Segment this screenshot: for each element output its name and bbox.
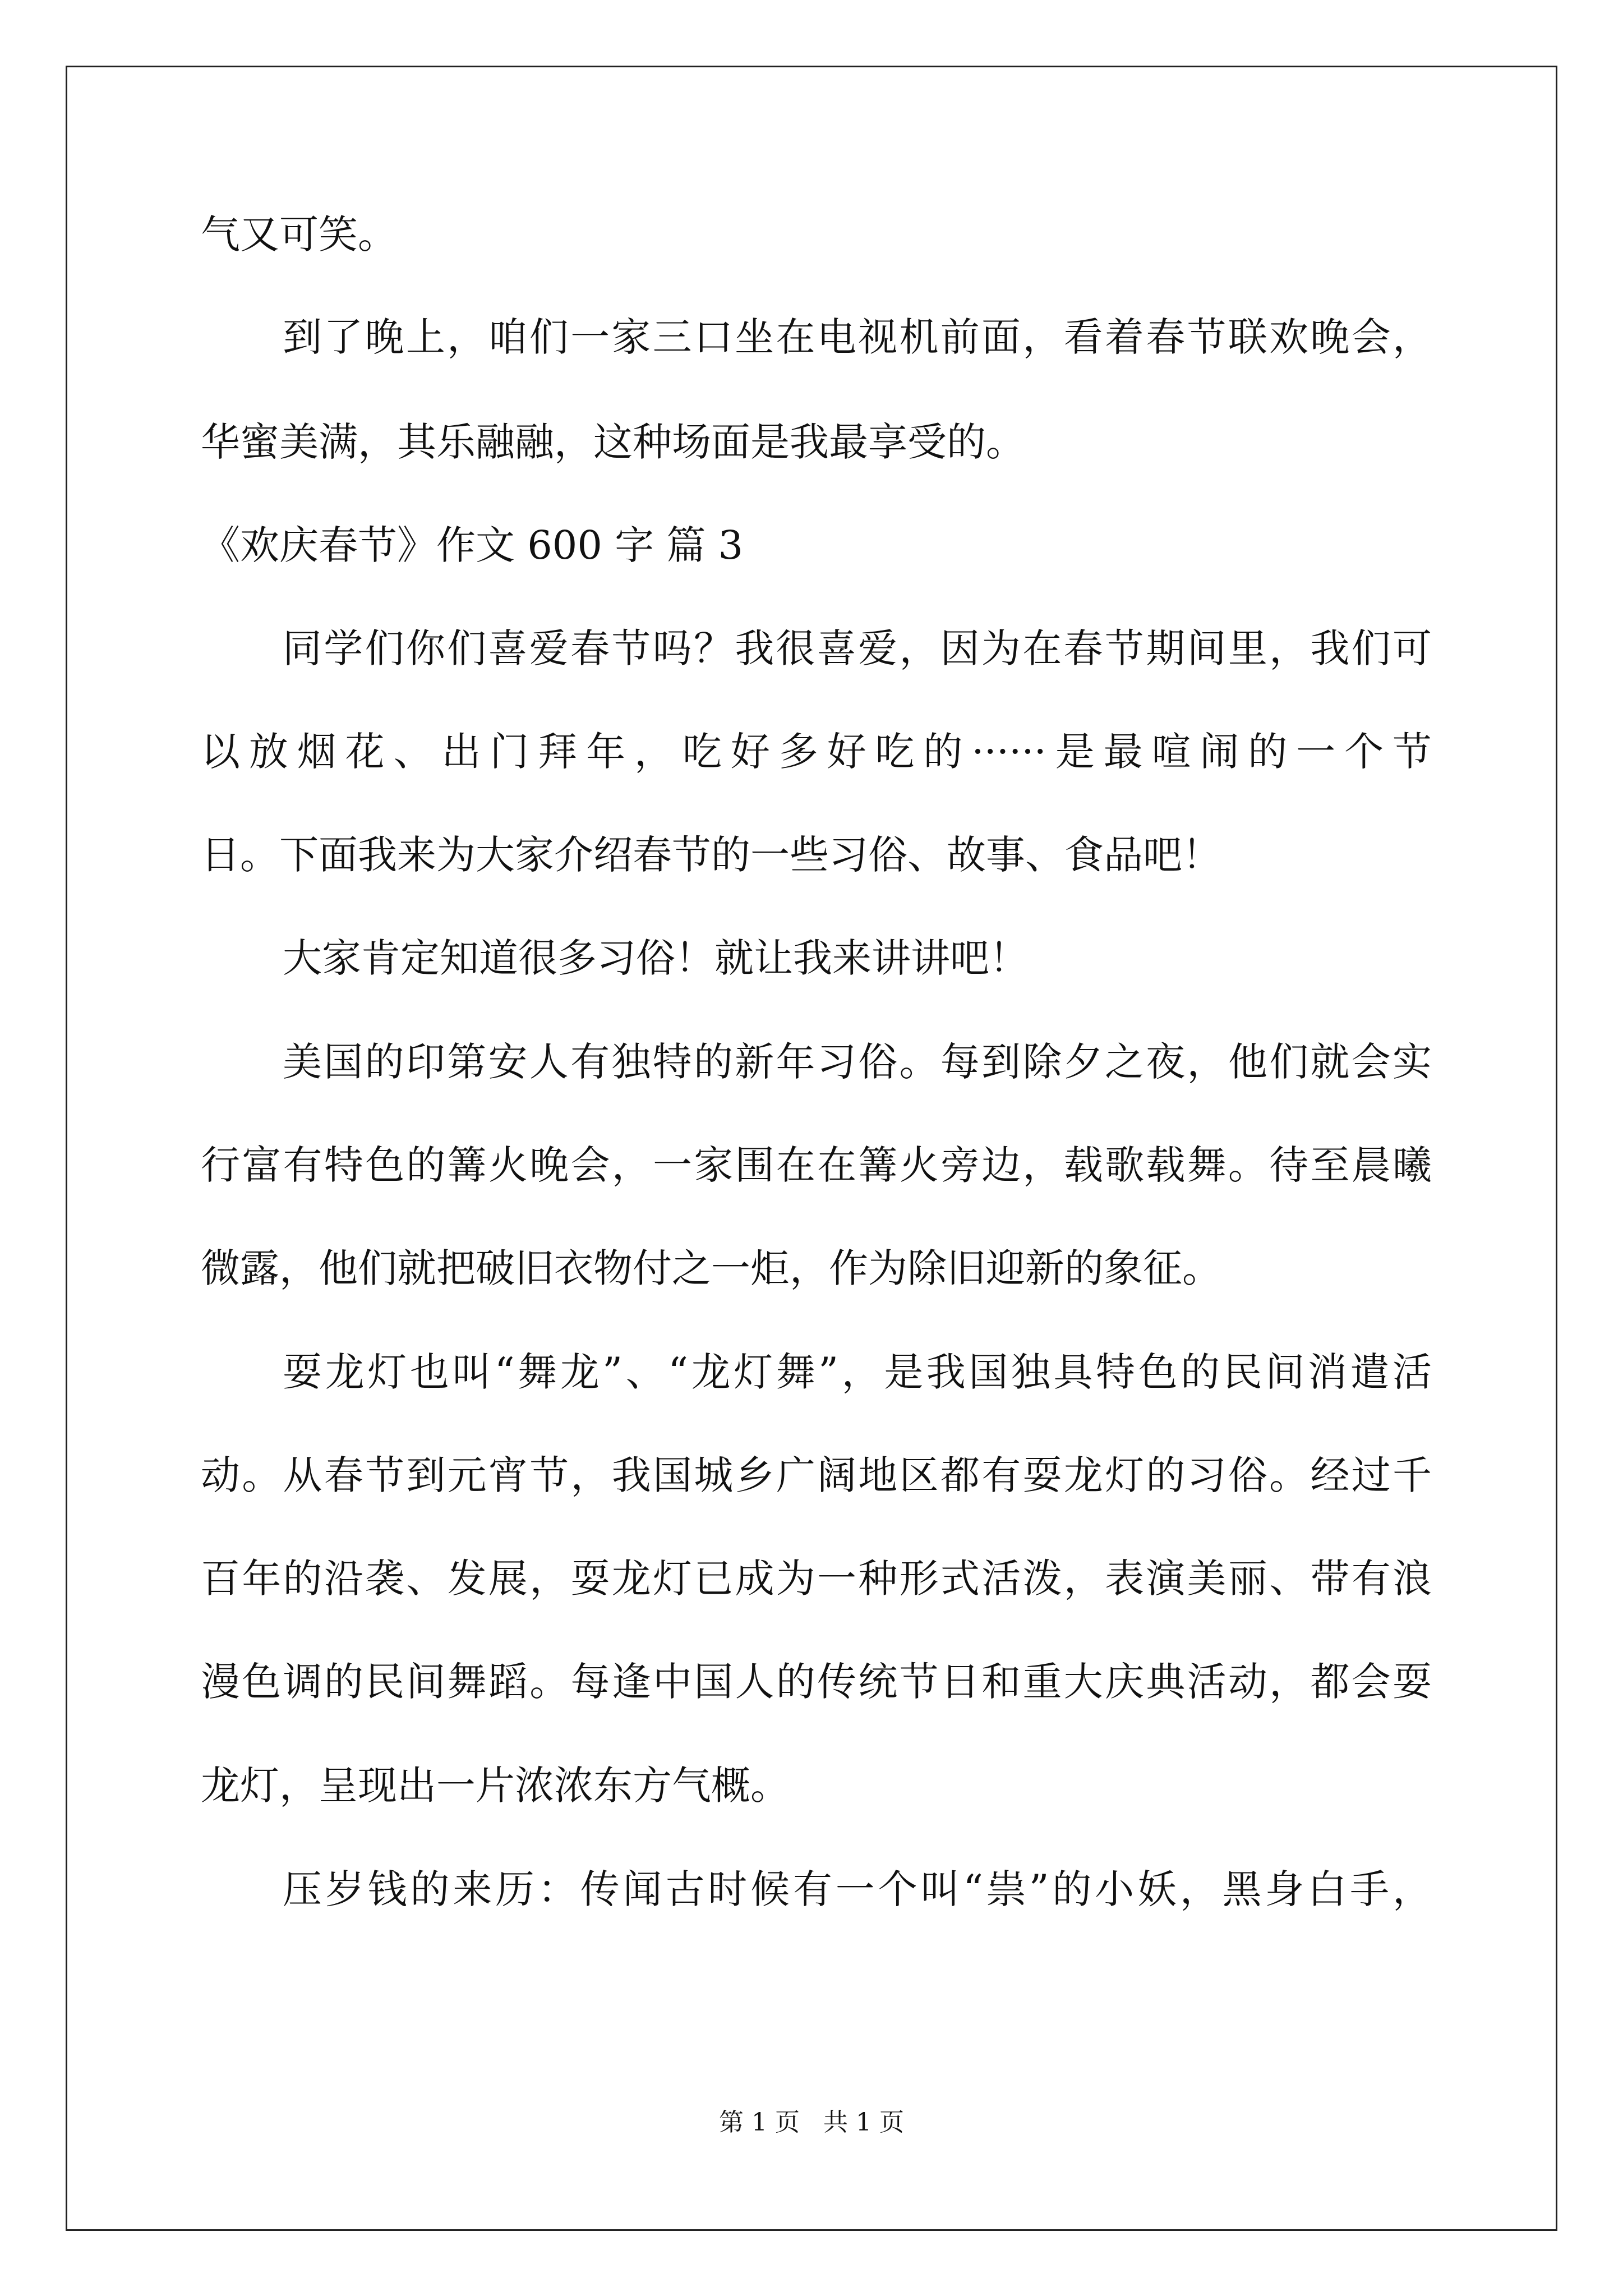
text-line: 同学们你们喜爱春节吗？我很喜爱，因为在春节期间里，我们可 (283, 625, 1432, 671)
text-line: 以放烟花、出门拜年，吃好多好吃的······是最喧闹的一个节 (201, 729, 1432, 775)
text-line: 气又可笑。 (201, 211, 397, 257)
text-line: 大家肯定知道很多习俗！就让我来讲讲吧！ (283, 935, 1029, 981)
text-line: 日。下面我来为大家介绍春节的一些习俗、故事、食品吧！ (201, 832, 1221, 878)
text-line: 华蜜美满，其乐融融，这种场面是我最享受的。 (201, 419, 1025, 465)
text-line: 龙灯，呈现出一片浓浓东方气概。 (201, 1763, 790, 1809)
text-line: 微露，他们就把破旧衣物付之一炬，作为除旧迎新的象征。 (201, 1245, 1221, 1291)
text-line: 动。从春节到元宵节，我国城乡广阔地区都有耍龙灯的习俗。经过千 (201, 1452, 1432, 1498)
page-footer: 第 1 页 共 1 页 (719, 2108, 904, 2137)
section-heading: 《欢庆春节》作文 600 字 篇 3 (201, 522, 744, 568)
text-line: 百年的沿袭、发展，耍龙灯已成为一种形式活泼，表演美丽、带有浪 (201, 1556, 1432, 1602)
text-line: 漫色调的民间舞蹈。每逢中国人的传统节日和重大庆典活动，都会耍 (201, 1659, 1432, 1705)
text-line: 到了晚上，咱们一家三口坐在电视机前面，看着春节联欢晚会， (283, 314, 1432, 360)
text-line: 耍龙灯也叫“舞龙”、“龙灯舞”，是我国独具特色的民间消遣活 (283, 1349, 1432, 1395)
text-line: 美国的印第安人有独特的新年习俗。每到除夕之夜，他们就会实 (283, 1039, 1432, 1085)
text-line: 压岁钱的来历：传闻古时候有一个叫“祟”的小妖，黑身白手， (283, 1866, 1432, 1912)
text-line: 行富有特色的篝火晚会，一家围在在篝火旁边，载歌载舞。待至晨曦 (201, 1142, 1432, 1188)
